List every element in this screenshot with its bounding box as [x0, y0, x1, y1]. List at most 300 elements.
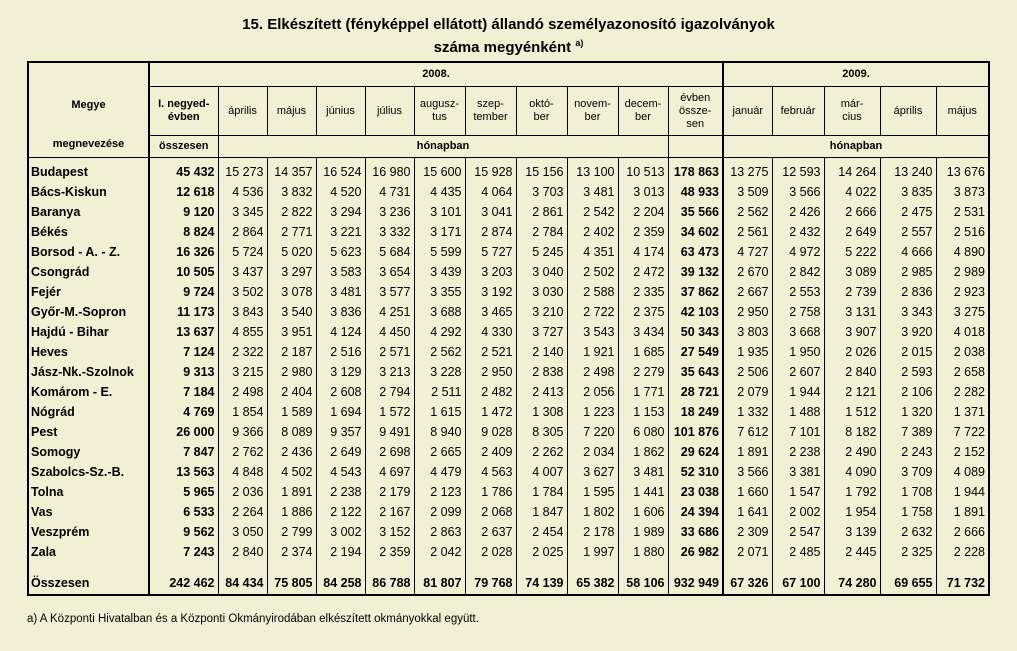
month-value-2009: 3 920 — [880, 322, 936, 342]
q1-value: 6 533 — [183, 505, 215, 519]
month-value-2009: 2 593 — [880, 362, 936, 382]
month-value-2009: 4 018 — [936, 322, 989, 342]
month-value-2008: 1 223 — [567, 402, 618, 422]
month-value-2008: 4 351 — [567, 242, 618, 262]
month-value-2009: 2 026 — [824, 342, 880, 362]
month-value-2008: 75 805 — [267, 571, 316, 595]
month-value-2008: 2 472 — [618, 262, 668, 282]
month-value-2008: 2 980 — [267, 362, 316, 382]
month-value-2008: 65 382 — [567, 571, 618, 595]
month-value-2009: 1 891 — [723, 442, 772, 462]
month-value-2009: 3 835 — [880, 182, 936, 202]
county-name: Zala — [28, 542, 149, 562]
table-row — [28, 502, 989, 522]
month-value-2008: 1 589 — [267, 402, 316, 422]
month-value-2009: 2 985 — [880, 262, 936, 282]
month-value-2008: 3 171 — [414, 222, 465, 242]
month-value-2008: 4 563 — [465, 462, 516, 482]
year-total-value: 33 686 — [668, 522, 723, 542]
month-value-2008: 2 822 — [267, 202, 316, 222]
month-value-2008: 1 880 — [618, 542, 668, 562]
table-row — [28, 162, 989, 182]
month-value-2009: 1 944 — [936, 482, 989, 502]
county-name: Győr-M.-Sopron — [28, 302, 149, 322]
q1-unit-label: összesen — [149, 136, 218, 158]
year-total-value: 27 549 — [668, 342, 723, 362]
table-body — [28, 158, 989, 596]
month-value-2008: 4 520 — [316, 182, 365, 202]
month-value-2008: 2 178 — [567, 522, 618, 542]
month-value-2009: 2 309 — [723, 522, 772, 542]
month-value-2008: 9 491 — [365, 422, 414, 442]
month-value-2008: 3 040 — [516, 262, 567, 282]
table-row — [28, 302, 989, 322]
month-value-2008: 2 099 — [414, 502, 465, 522]
month-value-2009: 1 488 — [772, 402, 824, 422]
month-value-2009: 2 547 — [772, 522, 824, 542]
month-value-2008: 1 847 — [516, 502, 567, 522]
month-value-2008: 2 025 — [516, 542, 567, 562]
month-value-2009: 3 566 — [772, 182, 824, 202]
month-value-2009: 2 758 — [772, 302, 824, 322]
month-header-2008 — [414, 87, 465, 136]
month-value-2008: 2 322 — [218, 342, 267, 362]
month-value-2008: 1 615 — [414, 402, 465, 422]
county-name: Jász-Nk.-Szolnok — [28, 362, 149, 382]
month-header-2009 — [772, 87, 824, 136]
month-value-2008: 4 848 — [218, 462, 267, 482]
megye-header — [28, 62, 149, 158]
month-value-2009: 2 649 — [824, 222, 880, 242]
month-value-2008: 4 007 — [516, 462, 567, 482]
q1-value: 13 563 — [176, 465, 215, 479]
month-value-2008: 2 502 — [567, 262, 618, 282]
month-header-2008 — [567, 87, 618, 136]
month-header-2008 — [465, 87, 516, 136]
month-value-2009: 13 676 — [936, 162, 989, 182]
table-row — [28, 282, 989, 302]
month-value-2009: 2 516 — [936, 222, 989, 242]
month-header-2008-line: ber — [533, 111, 550, 123]
megnevezese-label: megnevezése — [52, 138, 125, 150]
month-value-2008: 3 210 — [516, 302, 567, 322]
month-value-2009: 3 907 — [824, 322, 880, 342]
month-value-2008: 3 294 — [316, 202, 365, 222]
month-value-2008: 3 332 — [365, 222, 414, 242]
table-row — [28, 322, 989, 342]
month-value-2008: 3 951 — [267, 322, 316, 342]
month-value-2008: 3 481 — [316, 282, 365, 302]
month-value-2009: 2 445 — [824, 542, 880, 562]
table-row — [28, 442, 989, 462]
evben-osszesen-header-line: össze- — [679, 104, 712, 117]
month-value-2008: 15 273 — [218, 162, 267, 182]
month-header-2008 — [316, 87, 365, 136]
county-name: Pest — [28, 422, 149, 442]
month-value-2009: 69 655 — [880, 571, 936, 595]
month-value-2009: 2 485 — [772, 542, 824, 562]
month-value-2009: 4 089 — [936, 462, 989, 482]
month-value-2008: 3 192 — [465, 282, 516, 302]
month-value-2008: 2 542 — [567, 202, 618, 222]
month-value-2008: 3 215 — [218, 362, 267, 382]
megye-label: Megye — [71, 99, 106, 111]
month-value-2009: 2 840 — [824, 362, 880, 382]
month-value-2008: 4 536 — [218, 182, 267, 202]
month-value-2008: 2 028 — [465, 542, 516, 562]
month-value-2009: 12 593 — [772, 162, 824, 182]
county-name: Budapest — [28, 162, 149, 182]
month-value-2008: 2 840 — [218, 542, 267, 562]
q1-value: 242 462 — [149, 571, 218, 595]
month-value-2008: 7 220 — [567, 422, 618, 442]
month-value-2008: 3 434 — [618, 322, 668, 342]
month-value-2009: 2 121 — [824, 382, 880, 402]
month-value-2008: 3 221 — [316, 222, 365, 242]
month-value-2008: 3 836 — [316, 302, 365, 322]
month-value-2008: 13 100 — [567, 162, 618, 182]
month-value-2008: 2 637 — [465, 522, 516, 542]
month-value-2008: 3 213 — [365, 362, 414, 382]
month-value-2008: 1 886 — [267, 502, 316, 522]
month-value-2009: 3 709 — [880, 462, 936, 482]
data-table — [27, 61, 990, 596]
month-value-2008: 1 153 — [618, 402, 668, 422]
month-value-2008: 5 020 — [267, 242, 316, 262]
month-value-2008: 2 264 — [218, 502, 267, 522]
month-value-2009: 7 389 — [880, 422, 936, 442]
month-value-2008: 6 080 — [618, 422, 668, 442]
month-value-2008: 84 434 — [218, 571, 267, 595]
year-total-value: 50 343 — [668, 322, 723, 342]
month-value-2009: 2 238 — [772, 442, 824, 462]
month-value-2008: 2 359 — [618, 222, 668, 242]
month-value-2008: 2 838 — [516, 362, 567, 382]
month-value-2008: 3 703 — [516, 182, 567, 202]
month-header-2008-line: ber — [584, 111, 601, 123]
month-value-2009: 2 152 — [936, 442, 989, 462]
month-value-2008: 4 064 — [465, 182, 516, 202]
month-value-2009: 2 475 — [880, 202, 936, 222]
month-value-2008: 4 697 — [365, 462, 414, 482]
month-value-2008: 3 345 — [218, 202, 267, 222]
month-value-2009: 2 432 — [772, 222, 824, 242]
q1-value: 45 432 — [176, 165, 215, 179]
month-value-2008: 3 577 — [365, 282, 414, 302]
month-value-2008: 1 989 — [618, 522, 668, 542]
footnote: a) A Központi Hivatalban és a Központi Okmányirodában elkészített okmányokkal együtt. — [27, 613, 479, 625]
month-value-2008: 2 874 — [465, 222, 516, 242]
month-value-2009: 2 002 — [772, 502, 824, 522]
table-row — [28, 462, 989, 482]
month-value-2009: 2 950 — [723, 302, 772, 322]
table-row — [28, 242, 989, 262]
month-value-2009: 2 836 — [880, 282, 936, 302]
month-value-2008: 2 404 — [267, 382, 316, 402]
month-value-2008: 2 187 — [267, 342, 316, 362]
month-value-2008: 2 167 — [365, 502, 414, 522]
month-value-2009: 3 275 — [936, 302, 989, 322]
month-value-2008: 2 042 — [414, 542, 465, 562]
county-name: Borsod - A. - Z. — [28, 242, 149, 262]
month-value-2008: 1 862 — [618, 442, 668, 462]
month-value-2008: 2 784 — [516, 222, 567, 242]
month-value-2009: 4 090 — [824, 462, 880, 482]
month-value-2008: 3 727 — [516, 322, 567, 342]
year-total-value: 24 394 — [668, 502, 723, 522]
month-header-2008-line: ber — [635, 111, 651, 123]
month-header-2008-line: tember — [473, 111, 508, 123]
month-value-2008: 9 028 — [465, 422, 516, 442]
month-value-2009: 2 561 — [723, 222, 772, 242]
month-value-2009: 2 106 — [880, 382, 936, 402]
month-value-2008: 3 688 — [414, 302, 465, 322]
month-value-2008: 2 413 — [516, 382, 567, 402]
month-header-2008-line: április — [228, 104, 257, 117]
month-value-2009: 3 089 — [824, 262, 880, 282]
q1-value: 10 505 — [176, 265, 215, 279]
month-value-2008: 3 002 — [316, 522, 365, 542]
month-value-2009: 3 131 — [824, 302, 880, 322]
county-name: Hajdú - Bihar — [28, 322, 149, 342]
month-value-2008: 2 454 — [516, 522, 567, 542]
year-total-value: 34 602 — [668, 222, 723, 242]
year-total-value: 39 132 — [668, 262, 723, 282]
year-2008-header: 2008. — [149, 62, 723, 87]
month-value-2009: 1 512 — [824, 402, 880, 422]
county-name: Csongrád — [28, 262, 149, 282]
year-total-value: 52 310 — [668, 462, 723, 482]
month-value-2008: 2 665 — [414, 442, 465, 462]
month-value-2008: 2 194 — [316, 542, 365, 562]
county-name: Heves — [28, 342, 149, 362]
month-value-2008: 84 258 — [316, 571, 365, 595]
year-total-value: 48 933 — [668, 182, 723, 202]
table-row — [28, 522, 989, 542]
month-value-2008: 1 921 — [567, 342, 618, 362]
table-row — [28, 482, 989, 502]
month-value-2008: 2 608 — [316, 382, 365, 402]
month-value-2008: 3 481 — [618, 462, 668, 482]
month-value-2008: 4 479 — [414, 462, 465, 482]
county-name: Nógrád — [28, 402, 149, 422]
q1-value: 7 847 — [183, 445, 215, 459]
month-value-2009: 3 803 — [723, 322, 772, 342]
month-value-2008: 2 511 — [414, 382, 465, 402]
month-value-2008: 2 179 — [365, 482, 414, 502]
month-value-2009: 2 243 — [880, 442, 936, 462]
month-value-2008: 16 980 — [365, 162, 414, 182]
month-value-2008: 3 078 — [267, 282, 316, 302]
month-value-2008: 1 891 — [267, 482, 316, 502]
month-value-2008: 3 481 — [567, 182, 618, 202]
month-value-2008: 5 727 — [465, 242, 516, 262]
month-value-2008: 3 297 — [267, 262, 316, 282]
month-header-2008-line: tus — [432, 111, 447, 123]
month-header-2009 — [824, 87, 880, 136]
month-value-2009: 4 972 — [772, 242, 824, 262]
month-value-2009: 2 228 — [936, 542, 989, 562]
month-value-2008: 3 465 — [465, 302, 516, 322]
year-total-value: 18 249 — [668, 402, 723, 422]
month-value-2008: 4 543 — [316, 462, 365, 482]
month-value-2008: 79 768 — [465, 571, 516, 595]
q1-value: 12 618 — [176, 185, 215, 199]
county-name: Veszprém — [28, 522, 149, 542]
month-value-2008: 3 228 — [414, 362, 465, 382]
month-header-row — [28, 87, 989, 136]
month-value-2008: 3 502 — [218, 282, 267, 302]
q1-value: 9 313 — [183, 365, 215, 379]
month-value-2008: 5 724 — [218, 242, 267, 262]
q1-value: 7 184 — [183, 385, 215, 399]
month-value-2008: 2 864 — [218, 222, 267, 242]
month-header-2008 — [618, 87, 668, 136]
month-value-2008: 81 807 — [414, 571, 465, 595]
month-value-2009: 2 666 — [824, 202, 880, 222]
month-header-2009 — [723, 87, 772, 136]
month-value-2009: 2 658 — [936, 362, 989, 382]
month-value-2009: 1 950 — [772, 342, 824, 362]
month-value-2008: 5 684 — [365, 242, 414, 262]
county-name: Somogy — [28, 442, 149, 462]
month-value-2009: 1 547 — [772, 482, 824, 502]
county-name: Tolna — [28, 482, 149, 502]
month-value-2009: 2 490 — [824, 442, 880, 462]
month-value-2008: 1 308 — [516, 402, 567, 422]
month-value-2008: 3 439 — [414, 262, 465, 282]
month-value-2008: 9 366 — [218, 422, 267, 442]
month-value-2008: 2 498 — [218, 382, 267, 402]
month-value-2008: 16 524 — [316, 162, 365, 182]
month-value-2009: 1 792 — [824, 482, 880, 502]
q1-value: 9 120 — [183, 205, 215, 219]
county-name: Komárom - E. — [28, 382, 149, 402]
month-value-2008: 2 036 — [218, 482, 267, 502]
month-value-2008: 3 203 — [465, 262, 516, 282]
month-value-2009: 2 739 — [824, 282, 880, 302]
month-value-2008: 1 784 — [516, 482, 567, 502]
month-header-2008 — [365, 87, 414, 136]
month-header-2008-line: szep- — [477, 98, 504, 110]
month-value-2008: 2 123 — [414, 482, 465, 502]
month-value-2008: 8 089 — [267, 422, 316, 442]
month-value-2009: 1 891 — [936, 502, 989, 522]
month-value-2008: 86 788 — [365, 571, 414, 595]
month-value-2008: 3 030 — [516, 282, 567, 302]
month-value-2009: 3 566 — [723, 462, 772, 482]
month-header-2009 — [936, 87, 989, 136]
month-value-2008: 2 482 — [465, 382, 516, 402]
month-value-2009: 2 325 — [880, 542, 936, 562]
month-value-2008: 2 335 — [618, 282, 668, 302]
month-value-2009: 1 758 — [880, 502, 936, 522]
month-value-2009: 2 553 — [772, 282, 824, 302]
month-value-2008: 15 600 — [414, 162, 465, 182]
county-name: Összesen — [28, 571, 149, 595]
month-header-2008-line: augusz- — [419, 98, 460, 110]
month-header-2009-line: április — [893, 104, 923, 117]
month-value-2009: 2 562 — [723, 202, 772, 222]
table-row — [28, 362, 989, 382]
q1-value: 7 243 — [183, 545, 215, 559]
month-value-2008: 4 731 — [365, 182, 414, 202]
table-row — [28, 422, 989, 442]
month-header-2008-line: július — [376, 104, 403, 117]
month-value-2008: 3 236 — [365, 202, 414, 222]
year-total-value: 63 473 — [668, 242, 723, 262]
month-header-2008-line: június — [326, 104, 355, 117]
month-value-2008: 2 588 — [567, 282, 618, 302]
year-total-value: 35 643 — [668, 362, 723, 382]
month-value-2008: 2 359 — [365, 542, 414, 562]
month-value-2009: 71 732 — [936, 571, 989, 595]
month-header-2008-line: decem- — [624, 98, 662, 110]
month-value-2009: 2 038 — [936, 342, 989, 362]
month-value-2009: 3 381 — [772, 462, 824, 482]
month-value-2008: 1 771 — [618, 382, 668, 402]
month-value-2009: 4 890 — [936, 242, 989, 262]
year-total-value: 37 862 — [668, 282, 723, 302]
county-name: Baranya — [28, 202, 149, 222]
month-header-2009-line: már- — [840, 98, 864, 110]
month-value-2009: 67 326 — [723, 571, 772, 595]
month-value-2008: 3 843 — [218, 302, 267, 322]
month-value-2008: 2 262 — [516, 442, 567, 462]
month-value-2008: 3 050 — [218, 522, 267, 542]
month-value-2008: 2 068 — [465, 502, 516, 522]
evben-osszesen-header — [668, 87, 723, 136]
month-value-2008: 3 129 — [316, 362, 365, 382]
month-value-2008: 2 722 — [567, 302, 618, 322]
month-value-2008: 8 305 — [516, 422, 567, 442]
month-value-2008: 3 355 — [414, 282, 465, 302]
month-value-2008: 1 606 — [618, 502, 668, 522]
month-value-2008: 15 156 — [516, 162, 567, 182]
month-value-2009: 7 101 — [772, 422, 824, 442]
month-value-2008: 8 940 — [414, 422, 465, 442]
month-value-2008: 2 950 — [465, 362, 516, 382]
month-value-2008: 2 140 — [516, 342, 567, 362]
year-total-value: 101 876 — [668, 422, 723, 442]
month-value-2009: 2 426 — [772, 202, 824, 222]
month-value-2008: 3 654 — [365, 262, 414, 282]
month-value-2008: 2 649 — [316, 442, 365, 462]
table-row — [28, 402, 989, 422]
month-value-2008: 4 435 — [414, 182, 465, 202]
month-value-2009: 2 282 — [936, 382, 989, 402]
month-value-2008: 3 041 — [465, 202, 516, 222]
month-value-2008: 5 245 — [516, 242, 567, 262]
q1-value: 9 724 — [183, 285, 215, 299]
month-value-2008: 1 694 — [316, 402, 365, 422]
month-value-2009: 2 015 — [880, 342, 936, 362]
county-name: Fejér — [28, 282, 149, 302]
county-name: Bács-Kiskun — [28, 182, 149, 202]
month-value-2008: 2 374 — [267, 542, 316, 562]
month-value-2008: 3 540 — [267, 302, 316, 322]
table-row — [28, 182, 989, 202]
year-total-value: 35 566 — [668, 202, 723, 222]
month-value-2009: 3 873 — [936, 182, 989, 202]
month-value-2008: 1 802 — [567, 502, 618, 522]
table-row — [28, 262, 989, 282]
month-value-2009: 1 320 — [880, 402, 936, 422]
month-value-2008: 74 139 — [516, 571, 567, 595]
month-value-2008: 4 124 — [316, 322, 365, 342]
q1-value: 26 000 — [176, 425, 215, 439]
month-header-2008-line: május — [276, 104, 307, 117]
